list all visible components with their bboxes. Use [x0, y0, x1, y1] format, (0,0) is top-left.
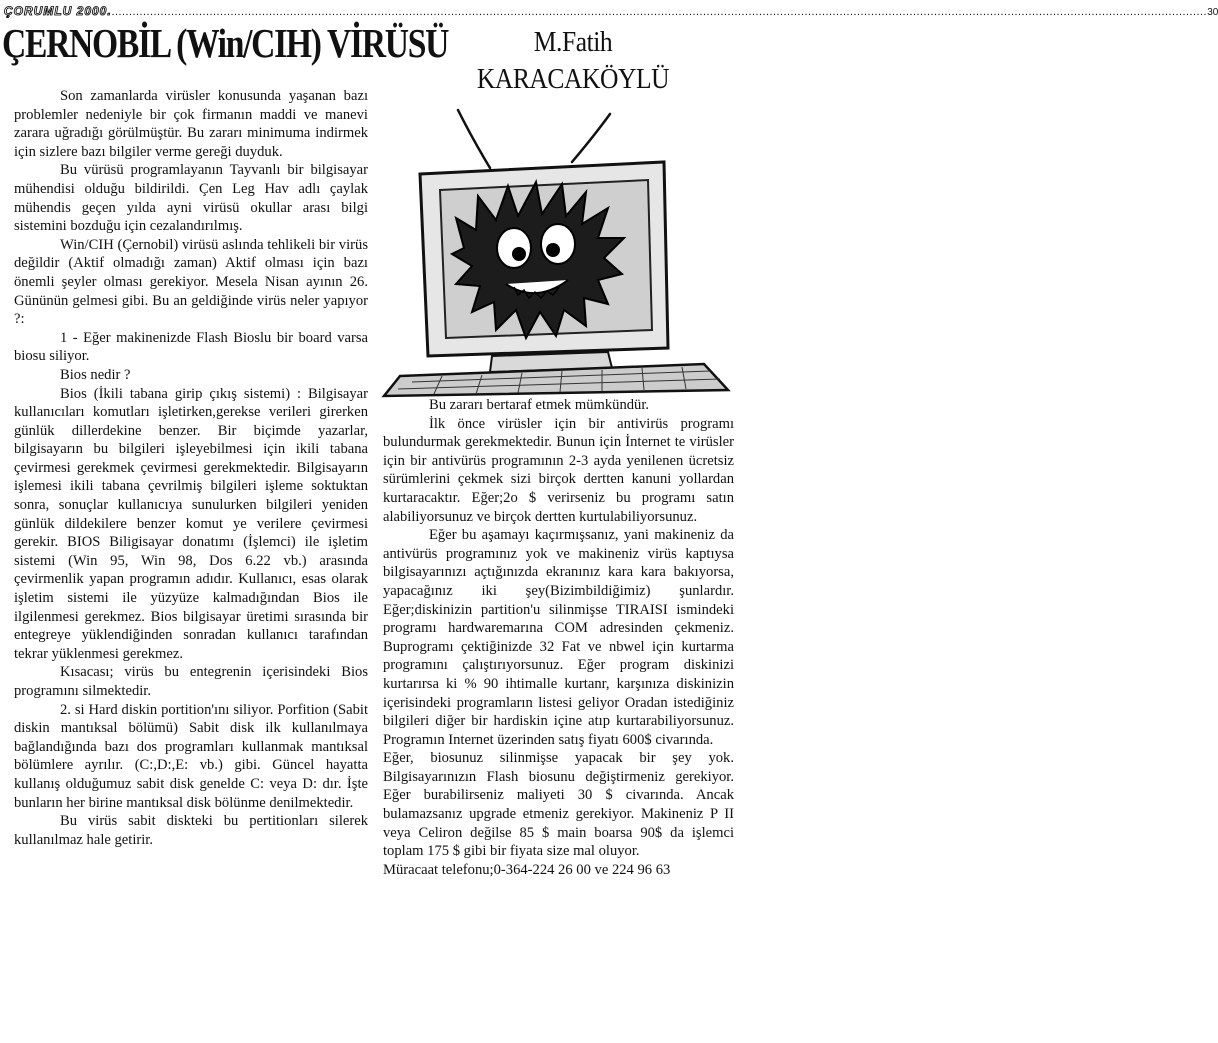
article-title: ÇERNOBİL (Win/CIH) VİRÜSÜ — [2, 20, 449, 66]
paragraph: Son zamanlarda virüsler konusunda yaşanan bazı problemler nedeniyle bir çok firmanın maddi ve manevi zarara uğradığı görülmüştür. Bu zararı minimuma indirmek için sizlere bazı bilgiler verme gereği duyduk. — [14, 88, 368, 160]
right-column-text — [383, 396, 734, 879]
paragraph: 2. si Hard diskin portition'ını siliyor. Porfition (Sabit diskin mantıksal bölümü) Sabit disk ilk kullanılmaya bağlandığında bazı dos programları kullanmak mantıksal bölümlere ayrılır. (C:,D:,E: vb.) gibi. Güncel hayatta kullanış olduğumuz sabit disk genelde C: veya D: dır. İşte bunların her birine mantıksal disk bölünme denilmektedir. — [14, 701, 368, 811]
paragraph: Bu virüs sabit diskteki bu pertitionları silerek kullanılmaz hale getirir. — [14, 813, 368, 848]
paragraph: Kısacası; virüs bu entegrenin içerisindeki Bios programını silmektedir. — [14, 664, 368, 699]
paragraph: 1 - Eğer makinenizde Flash Bioslu bir board varsa biosu siliyor. — [14, 329, 368, 365]
paragraph: Eğer bu aşamayı kaçırmışsanız, yani makineniz da antivürüs programınız yok ve makineniz virüs kaptıysa bilgisayarınızı açtığınızda ekranınız kara kara bakıyorsa, yapacağınız iki şey(Bizimbildiğimiz) şunlardır. Eğer;diskinizin partition'u silinmişse TIRAISI ismindeki programı hardwaremarına COM adresinden çekmeniz. Buprogramı çektiğinizde 32 Fat ve nbwel için kurtarma programını çalıştırıyorsunuz. Eğer program diskinizi kurtarırsa ki % 90 ihtimalle kurtanr, karşınıza diskinizin içerisindeki programların listesi geliyor Oradan istediğiniz bilgileri diğer bir hardiskin içine atıp kurtarabiliyorsunuz. Programın Internet üzerinden satış fiyatı 600$ civarında. — [383, 527, 734, 748]
contact-phone: Müracaat telefonu;0-364-224 26 00 ve 224 96 63 — [383, 861, 671, 878]
author-name — [448, 24, 698, 98]
header-dotted-rule: ......................................................................................................................................................................................................................................................................................................................... — [111, 7, 1208, 18]
paragraph: İlk önce virüsler için bir antivirüs programı bulundurmak gerekmektedir. Bunun için İnternet te virüsler için bir antivürüs programının 2-3 ayda yenilenen ücretsiz sürümlerini çekmek sizi birçok dertten kanuni yollardan kurtaracaktır. Eğer;2o $ verirseniz bu programı satın alabiliyorsunuz ve birçok dertten kurtulabiliyorsunuz. — [383, 415, 734, 525]
virus-monster-computer-illustration — [372, 98, 734, 396]
author-first-name: M.Fatih — [533, 26, 613, 58]
subheading: Bios nedir ? — [60, 366, 131, 383]
page-header — [4, 2, 1218, 18]
paragraph: Eğer, biosunuz silinmişse yapacak bir şey yok. Bilgisayarınızın Flash biosunu değiştirmeniz gerekiyor. Eğer burabilirseniz maliyeti 30 $ civarında. Ancak bulamazsanız upgrade etmeniz gerekiyor. Makineniz P II veya Celiron değilse 85 $ main boarsa 90$ da işlemci toplam 175 $ gibi bir fiyata size mal oluyor. — [383, 750, 734, 860]
author-last-name: KARACAKÖYLÜ — [476, 63, 670, 95]
left-column-text — [14, 87, 368, 849]
page-number: 30 — [1207, 7, 1218, 18]
magazine-name: ÇORUMLU 2000. — [4, 4, 112, 18]
paragraph: Bu zararı bertaraf etmek mümkündür. — [429, 397, 650, 413]
paragraph: Win/CIH (Çernobil) virüsü aslında tehlikeli bir virüs değildir (Aktif olmadığı zaman) Aktif olması için bazı önemli şeyler olması gerekiyor. Mesela Nisan ayının 26. Gününün gelmesi gibi. Bu an geldiğinde virüs neler yapıyor ?: — [14, 236, 368, 328]
paragraph: Bios (İkili tabana girip çıkış sistemi) : Bilgisayar kullanıcıları komutları işletirken,gerekse verileri girerken günlük dillerdekine benzer. Bir biçimde yazarlar, bilgisayarın bu bilgileri işleyebilmesi için ikili tabana çevirmesi gerekmek çevirmesi gerekmektedir. Bilgisayarın işlemesi ikili tabana çevrilmiş bilgileri işleme soktuktan sonra, sonuçlar kullanıcıya sunulurken bilgileri yeniden günlük dildekilere benzer komut ye verilere çevirmesi gerekir. BIOS Biligisayar donatımı (İşlemci) ile işletim sistemi (Win 95, Win 98, Dos 6.22 vb.) arasında çevirmenlik yapan programın adıdır. Kullanıcı, esas olarak işletim sistemi ile yüzyüze kalmadığından Bios ile ilgilenmesi gerekmez. Bios bilgisayar üretimi sırasında bir entegreye yüklendiğinden sonradan kullanıcı tarafından tekrar yüklenmesi gerekmez. — [14, 385, 368, 662]
paragraph: Bu vürüsü programlayanın Tayvanlı bir bilgisayar mühendisi olduğu bildirildi. Çen Leg Hav adlı çaylak mühendis geçen yılda ayni virüsü okullar arası bilgi sistemini bozduğu için cezalandırılmış. — [14, 162, 368, 235]
